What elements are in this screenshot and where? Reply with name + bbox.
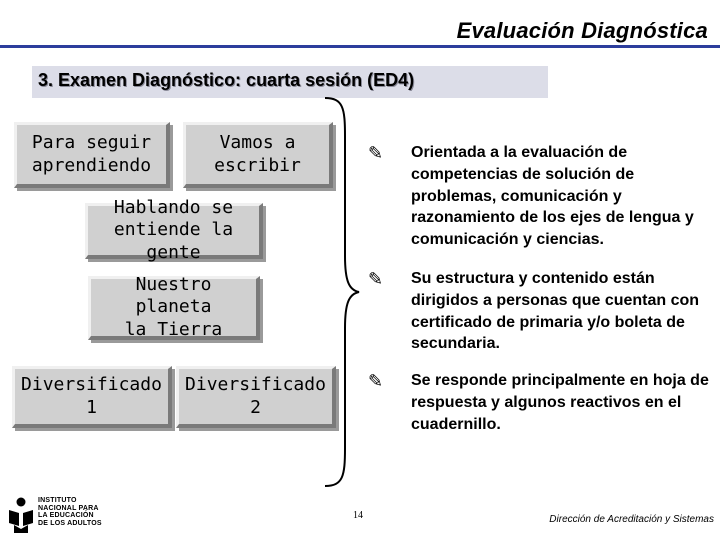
module-box bbox=[176, 366, 336, 428]
logo-text: INSTITUTO NACIONAL PARA LA EDUCACIÓN DE LOS ADULTOS bbox=[38, 497, 102, 527]
pencil-icon: ✎ bbox=[368, 371, 384, 392]
module-box bbox=[85, 196, 263, 263]
header-rule bbox=[0, 45, 720, 48]
bullet-text: Su estructura y contenido están dirigidos a personas que cuentan con certificado de primaria y/o boleta de secundaria. bbox=[411, 270, 700, 353]
bullet-text: Se responde principalmente en hoja de respuesta y algunos reactivos en el cuadernillo. bbox=[411, 372, 709, 433]
section-title: 3. Examen Diagnóstico: cuarta sesión (ED4) bbox=[38, 70, 415, 90]
module-box bbox=[183, 122, 333, 188]
module-label: Diversificado 1 bbox=[21, 374, 162, 418]
module-box bbox=[14, 122, 170, 188]
pencil-icon: ✎ bbox=[368, 143, 384, 164]
header-title: Evaluación Diagnóstica bbox=[456, 18, 708, 43]
module-label: Diversificado 2 bbox=[185, 374, 326, 418]
inea-logo-icon bbox=[6, 496, 36, 534]
right-brace-icon bbox=[323, 96, 363, 488]
module-box bbox=[88, 273, 260, 340]
footer-department: Dirección de Acreditación y Sistemas bbox=[549, 514, 714, 525]
bullet-text: Orientada a la evaluación de competencias de solución de problemas, comunicación y razonamiento de los ejes de lengua y comunicación y ciencias. bbox=[411, 144, 694, 249]
module-label: Hablando se entiende la gente bbox=[113, 196, 234, 263]
module-box bbox=[12, 366, 172, 428]
page-number: 14 bbox=[353, 510, 363, 521]
module-label: Nuestro planeta la Tierra bbox=[124, 273, 223, 340]
pencil-icon: ✎ bbox=[368, 269, 384, 290]
module-label: Vamos a escribir bbox=[214, 132, 301, 176]
module-label: Para seguir aprendiendo bbox=[31, 132, 152, 176]
